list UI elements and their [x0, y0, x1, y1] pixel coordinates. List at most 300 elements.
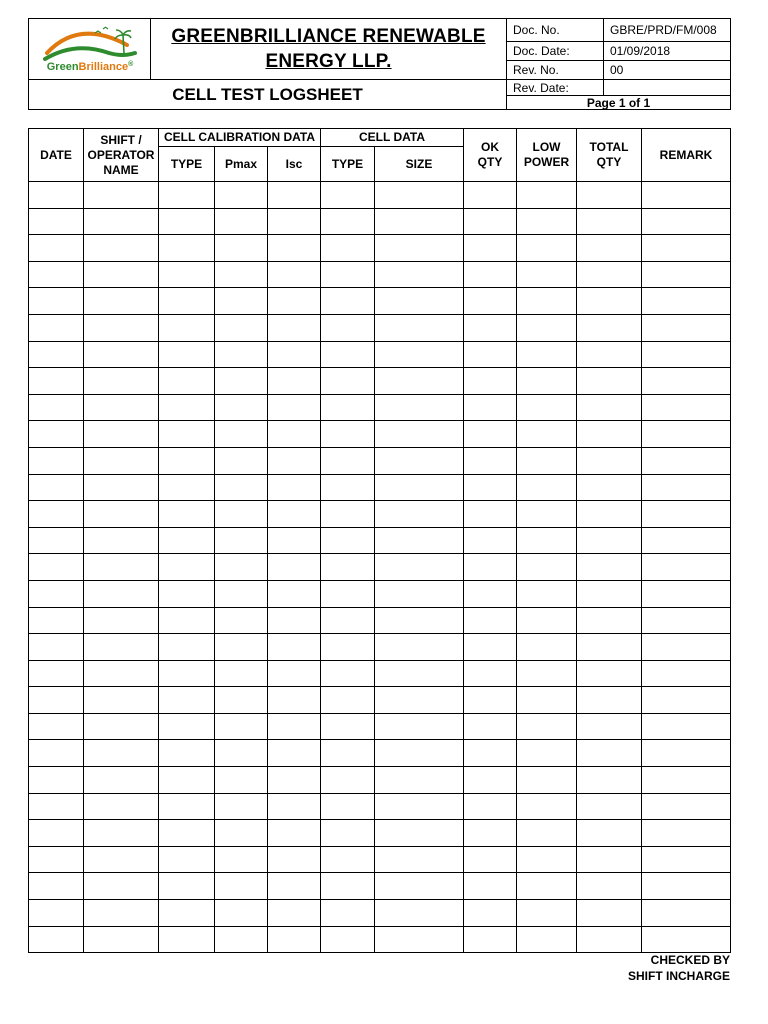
cell-total-qty[interactable]: [577, 793, 642, 820]
cell-calib-pmax[interactable]: [215, 341, 268, 368]
cell-cell-size[interactable]: [375, 660, 464, 687]
cell-cell-type[interactable]: [321, 288, 375, 315]
cell-date[interactable]: [29, 873, 84, 900]
cell-calib-type[interactable]: [159, 182, 215, 209]
cell-cell-type[interactable]: [321, 767, 375, 794]
cell-shift-operator[interactable]: [84, 554, 159, 581]
cell-remark[interactable]: [642, 527, 731, 554]
cell-calib-isc[interactable]: [268, 208, 321, 235]
cell-calib-type[interactable]: [159, 447, 215, 474]
cell-calib-type[interactable]: [159, 580, 215, 607]
cell-date[interactable]: [29, 394, 84, 421]
cell-date[interactable]: [29, 713, 84, 740]
cell-calib-isc[interactable]: [268, 846, 321, 873]
cell-shift-operator[interactable]: [84, 182, 159, 209]
cell-calib-pmax[interactable]: [215, 288, 268, 315]
cell-cell-size[interactable]: [375, 767, 464, 794]
cell-calib-isc[interactable]: [268, 580, 321, 607]
cell-calib-pmax[interactable]: [215, 314, 268, 341]
cell-shift-operator[interactable]: [84, 261, 159, 288]
cell-cell-size[interactable]: [375, 820, 464, 847]
cell-calib-type[interactable]: [159, 501, 215, 528]
cell-ok-qty[interactable]: [464, 687, 517, 714]
cell-date[interactable]: [29, 820, 84, 847]
cell-date[interactable]: [29, 182, 84, 209]
cell-date[interactable]: [29, 846, 84, 873]
cell-calib-isc[interactable]: [268, 793, 321, 820]
cell-calib-isc[interactable]: [268, 820, 321, 847]
cell-remark[interactable]: [642, 634, 731, 661]
cell-shift-operator[interactable]: [84, 926, 159, 953]
cell-low-power[interactable]: [517, 368, 577, 395]
cell-shift-operator[interactable]: [84, 288, 159, 315]
cell-cell-size[interactable]: [375, 208, 464, 235]
cell-total-qty[interactable]: [577, 368, 642, 395]
cell-remark[interactable]: [642, 182, 731, 209]
cell-calib-type[interactable]: [159, 900, 215, 927]
cell-low-power[interactable]: [517, 580, 577, 607]
cell-cell-size[interactable]: [375, 607, 464, 634]
cell-cell-size[interactable]: [375, 687, 464, 714]
cell-cell-size[interactable]: [375, 740, 464, 767]
cell-low-power[interactable]: [517, 713, 577, 740]
cell-date[interactable]: [29, 368, 84, 395]
cell-calib-isc[interactable]: [268, 767, 321, 794]
cell-total-qty[interactable]: [577, 527, 642, 554]
cell-calib-pmax[interactable]: [215, 687, 268, 714]
cell-calib-isc[interactable]: [268, 873, 321, 900]
cell-calib-isc[interactable]: [268, 687, 321, 714]
cell-calib-type[interactable]: [159, 926, 215, 953]
cell-calib-isc[interactable]: [268, 607, 321, 634]
cell-calib-pmax[interactable]: [215, 660, 268, 687]
cell-cell-type[interactable]: [321, 793, 375, 820]
cell-ok-qty[interactable]: [464, 394, 517, 421]
cell-shift-operator[interactable]: [84, 235, 159, 262]
cell-remark[interactable]: [642, 421, 731, 448]
cell-ok-qty[interactable]: [464, 235, 517, 262]
cell-date[interactable]: [29, 421, 84, 448]
cell-date[interactable]: [29, 261, 84, 288]
cell-total-qty[interactable]: [577, 926, 642, 953]
cell-ok-qty[interactable]: [464, 368, 517, 395]
cell-low-power[interactable]: [517, 182, 577, 209]
cell-calib-type[interactable]: [159, 341, 215, 368]
cell-calib-pmax[interactable]: [215, 713, 268, 740]
cell-remark[interactable]: [642, 873, 731, 900]
cell-calib-type[interactable]: [159, 846, 215, 873]
cell-date[interactable]: [29, 687, 84, 714]
cell-date[interactable]: [29, 740, 84, 767]
cell-total-qty[interactable]: [577, 182, 642, 209]
cell-date[interactable]: [29, 447, 84, 474]
cell-cell-size[interactable]: [375, 182, 464, 209]
cell-ok-qty[interactable]: [464, 554, 517, 581]
cell-calib-isc[interactable]: [268, 368, 321, 395]
cell-total-qty[interactable]: [577, 713, 642, 740]
cell-calib-isc[interactable]: [268, 740, 321, 767]
cell-cell-type[interactable]: [321, 314, 375, 341]
cell-total-qty[interactable]: [577, 341, 642, 368]
cell-total-qty[interactable]: [577, 501, 642, 528]
cell-total-qty[interactable]: [577, 900, 642, 927]
cell-shift-operator[interactable]: [84, 687, 159, 714]
cell-cell-type[interactable]: [321, 235, 375, 262]
cell-ok-qty[interactable]: [464, 341, 517, 368]
cell-remark[interactable]: [642, 208, 731, 235]
cell-total-qty[interactable]: [577, 421, 642, 448]
cell-low-power[interactable]: [517, 235, 577, 262]
cell-remark[interactable]: [642, 607, 731, 634]
cell-date[interactable]: [29, 288, 84, 315]
cell-low-power[interactable]: [517, 261, 577, 288]
cell-calib-isc[interactable]: [268, 527, 321, 554]
cell-calib-isc[interactable]: [268, 235, 321, 262]
cell-cell-size[interactable]: [375, 501, 464, 528]
cell-remark[interactable]: [642, 660, 731, 687]
cell-remark[interactable]: [642, 447, 731, 474]
cell-cell-size[interactable]: [375, 873, 464, 900]
cell-shift-operator[interactable]: [84, 740, 159, 767]
cell-shift-operator[interactable]: [84, 713, 159, 740]
cell-calib-type[interactable]: [159, 873, 215, 900]
cell-calib-type[interactable]: [159, 713, 215, 740]
cell-shift-operator[interactable]: [84, 580, 159, 607]
cell-shift-operator[interactable]: [84, 341, 159, 368]
cell-calib-isc[interactable]: [268, 341, 321, 368]
cell-calib-pmax[interactable]: [215, 554, 268, 581]
cell-calib-pmax[interactable]: [215, 900, 268, 927]
cell-cell-type[interactable]: [321, 820, 375, 847]
cell-low-power[interactable]: [517, 660, 577, 687]
cell-calib-type[interactable]: [159, 687, 215, 714]
cell-remark[interactable]: [642, 767, 731, 794]
cell-ok-qty[interactable]: [464, 873, 517, 900]
cell-remark[interactable]: [642, 793, 731, 820]
cell-low-power[interactable]: [517, 474, 577, 501]
cell-shift-operator[interactable]: [84, 314, 159, 341]
cell-ok-qty[interactable]: [464, 740, 517, 767]
cell-low-power[interactable]: [517, 447, 577, 474]
cell-calib-type[interactable]: [159, 394, 215, 421]
cell-calib-isc[interactable]: [268, 900, 321, 927]
cell-total-qty[interactable]: [577, 447, 642, 474]
cell-cell-type[interactable]: [321, 634, 375, 661]
cell-total-qty[interactable]: [577, 580, 642, 607]
cell-ok-qty[interactable]: [464, 501, 517, 528]
cell-cell-size[interactable]: [375, 288, 464, 315]
cell-ok-qty[interactable]: [464, 288, 517, 315]
cell-low-power[interactable]: [517, 554, 577, 581]
cell-cell-type[interactable]: [321, 527, 375, 554]
cell-calib-type[interactable]: [159, 793, 215, 820]
cell-shift-operator[interactable]: [84, 873, 159, 900]
cell-date[interactable]: [29, 527, 84, 554]
cell-date[interactable]: [29, 314, 84, 341]
cell-total-qty[interactable]: [577, 687, 642, 714]
cell-calib-type[interactable]: [159, 208, 215, 235]
cell-total-qty[interactable]: [577, 394, 642, 421]
cell-cell-type[interactable]: [321, 447, 375, 474]
cell-date[interactable]: [29, 607, 84, 634]
cell-cell-type[interactable]: [321, 740, 375, 767]
cell-cell-size[interactable]: [375, 421, 464, 448]
cell-calib-pmax[interactable]: [215, 740, 268, 767]
cell-ok-qty[interactable]: [464, 634, 517, 661]
cell-remark[interactable]: [642, 235, 731, 262]
cell-ok-qty[interactable]: [464, 580, 517, 607]
cell-ok-qty[interactable]: [464, 314, 517, 341]
cell-remark[interactable]: [642, 261, 731, 288]
cell-low-power[interactable]: [517, 208, 577, 235]
cell-low-power[interactable]: [517, 314, 577, 341]
cell-calib-pmax[interactable]: [215, 580, 268, 607]
cell-ok-qty[interactable]: [464, 660, 517, 687]
cell-calib-type[interactable]: [159, 527, 215, 554]
cell-total-qty[interactable]: [577, 554, 642, 581]
cell-low-power[interactable]: [517, 394, 577, 421]
cell-calib-type[interactable]: [159, 740, 215, 767]
cell-calib-isc[interactable]: [268, 314, 321, 341]
cell-ok-qty[interactable]: [464, 713, 517, 740]
cell-calib-pmax[interactable]: [215, 474, 268, 501]
cell-calib-pmax[interactable]: [215, 767, 268, 794]
cell-shift-operator[interactable]: [84, 527, 159, 554]
cell-cell-type[interactable]: [321, 580, 375, 607]
cell-ok-qty[interactable]: [464, 527, 517, 554]
cell-cell-size[interactable]: [375, 394, 464, 421]
cell-total-qty[interactable]: [577, 634, 642, 661]
cell-cell-type[interactable]: [321, 208, 375, 235]
cell-calib-type[interactable]: [159, 607, 215, 634]
cell-shift-operator[interactable]: [84, 660, 159, 687]
cell-calib-isc[interactable]: [268, 554, 321, 581]
cell-total-qty[interactable]: [577, 288, 642, 315]
cell-ok-qty[interactable]: [464, 767, 517, 794]
cell-cell-size[interactable]: [375, 235, 464, 262]
cell-low-power[interactable]: [517, 926, 577, 953]
cell-cell-type[interactable]: [321, 474, 375, 501]
cell-total-qty[interactable]: [577, 474, 642, 501]
cell-calib-isc[interactable]: [268, 474, 321, 501]
cell-ok-qty[interactable]: [464, 793, 517, 820]
cell-total-qty[interactable]: [577, 846, 642, 873]
cell-remark[interactable]: [642, 740, 731, 767]
cell-remark[interactable]: [642, 713, 731, 740]
cell-shift-operator[interactable]: [84, 846, 159, 873]
cell-date[interactable]: [29, 208, 84, 235]
cell-total-qty[interactable]: [577, 235, 642, 262]
cell-calib-isc[interactable]: [268, 182, 321, 209]
cell-cell-type[interactable]: [321, 846, 375, 873]
cell-date[interactable]: [29, 900, 84, 927]
cell-date[interactable]: [29, 501, 84, 528]
cell-cell-type[interactable]: [321, 660, 375, 687]
cell-date[interactable]: [29, 634, 84, 661]
cell-cell-type[interactable]: [321, 554, 375, 581]
cell-calib-pmax[interactable]: [215, 926, 268, 953]
cell-calib-isc[interactable]: [268, 288, 321, 315]
cell-shift-operator[interactable]: [84, 634, 159, 661]
cell-calib-type[interactable]: [159, 554, 215, 581]
cell-shift-operator[interactable]: [84, 368, 159, 395]
cell-cell-type[interactable]: [321, 713, 375, 740]
cell-calib-type[interactable]: [159, 634, 215, 661]
cell-ok-qty[interactable]: [464, 182, 517, 209]
cell-date[interactable]: [29, 660, 84, 687]
cell-calib-isc[interactable]: [268, 447, 321, 474]
cell-total-qty[interactable]: [577, 820, 642, 847]
cell-date[interactable]: [29, 235, 84, 262]
cell-cell-size[interactable]: [375, 261, 464, 288]
cell-total-qty[interactable]: [577, 208, 642, 235]
cell-cell-type[interactable]: [321, 501, 375, 528]
cell-remark[interactable]: [642, 501, 731, 528]
cell-ok-qty[interactable]: [464, 607, 517, 634]
cell-calib-pmax[interactable]: [215, 208, 268, 235]
cell-date[interactable]: [29, 767, 84, 794]
cell-shift-operator[interactable]: [84, 820, 159, 847]
cell-ok-qty[interactable]: [464, 447, 517, 474]
cell-total-qty[interactable]: [577, 740, 642, 767]
cell-ok-qty[interactable]: [464, 474, 517, 501]
cell-calib-pmax[interactable]: [215, 793, 268, 820]
cell-date[interactable]: [29, 580, 84, 607]
cell-calib-pmax[interactable]: [215, 368, 268, 395]
cell-total-qty[interactable]: [577, 660, 642, 687]
cell-calib-pmax[interactable]: [215, 501, 268, 528]
cell-calib-type[interactable]: [159, 288, 215, 315]
cell-cell-size[interactable]: [375, 368, 464, 395]
cell-cell-type[interactable]: [321, 394, 375, 421]
cell-remark[interactable]: [642, 687, 731, 714]
cell-total-qty[interactable]: [577, 873, 642, 900]
cell-remark[interactable]: [642, 846, 731, 873]
cell-calib-pmax[interactable]: [215, 182, 268, 209]
cell-total-qty[interactable]: [577, 261, 642, 288]
cell-calib-pmax[interactable]: [215, 846, 268, 873]
cell-cell-size[interactable]: [375, 793, 464, 820]
cell-ok-qty[interactable]: [464, 926, 517, 953]
cell-low-power[interactable]: [517, 527, 577, 554]
cell-calib-pmax[interactable]: [215, 527, 268, 554]
cell-low-power[interactable]: [517, 341, 577, 368]
cell-cell-size[interactable]: [375, 634, 464, 661]
cell-calib-type[interactable]: [159, 820, 215, 847]
cell-cell-size[interactable]: [375, 846, 464, 873]
cell-calib-isc[interactable]: [268, 261, 321, 288]
cell-shift-operator[interactable]: [84, 501, 159, 528]
cell-date[interactable]: [29, 926, 84, 953]
cell-low-power[interactable]: [517, 873, 577, 900]
cell-calib-pmax[interactable]: [215, 421, 268, 448]
cell-cell-size[interactable]: [375, 713, 464, 740]
cell-calib-pmax[interactable]: [215, 261, 268, 288]
cell-calib-isc[interactable]: [268, 660, 321, 687]
cell-date[interactable]: [29, 793, 84, 820]
cell-ok-qty[interactable]: [464, 208, 517, 235]
cell-cell-type[interactable]: [321, 900, 375, 927]
cell-shift-operator[interactable]: [84, 607, 159, 634]
cell-total-qty[interactable]: [577, 607, 642, 634]
cell-remark[interactable]: [642, 926, 731, 953]
cell-calib-isc[interactable]: [268, 634, 321, 661]
cell-cell-type[interactable]: [321, 421, 375, 448]
cell-low-power[interactable]: [517, 288, 577, 315]
cell-total-qty[interactable]: [577, 314, 642, 341]
cell-date[interactable]: [29, 554, 84, 581]
cell-low-power[interactable]: [517, 687, 577, 714]
cell-ok-qty[interactable]: [464, 820, 517, 847]
cell-ok-qty[interactable]: [464, 261, 517, 288]
cell-calib-pmax[interactable]: [215, 873, 268, 900]
cell-low-power[interactable]: [517, 793, 577, 820]
cell-date[interactable]: [29, 474, 84, 501]
cell-shift-operator[interactable]: [84, 421, 159, 448]
cell-calib-type[interactable]: [159, 474, 215, 501]
cell-cell-size[interactable]: [375, 314, 464, 341]
cell-remark[interactable]: [642, 554, 731, 581]
cell-remark[interactable]: [642, 580, 731, 607]
cell-shift-operator[interactable]: [84, 474, 159, 501]
cell-cell-size[interactable]: [375, 926, 464, 953]
cell-shift-operator[interactable]: [84, 900, 159, 927]
cell-calib-isc[interactable]: [268, 926, 321, 953]
cell-remark[interactable]: [642, 314, 731, 341]
cell-cell-type[interactable]: [321, 182, 375, 209]
cell-calib-pmax[interactable]: [215, 447, 268, 474]
cell-calib-type[interactable]: [159, 235, 215, 262]
cell-calib-type[interactable]: [159, 368, 215, 395]
cell-calib-pmax[interactable]: [215, 394, 268, 421]
cell-cell-type[interactable]: [321, 341, 375, 368]
cell-calib-type[interactable]: [159, 421, 215, 448]
cell-cell-size[interactable]: [375, 341, 464, 368]
cell-cell-size[interactable]: [375, 527, 464, 554]
cell-cell-size[interactable]: [375, 554, 464, 581]
cell-calib-pmax[interactable]: [215, 820, 268, 847]
cell-cell-type[interactable]: [321, 261, 375, 288]
cell-calib-isc[interactable]: [268, 421, 321, 448]
cell-ok-qty[interactable]: [464, 900, 517, 927]
cell-low-power[interactable]: [517, 634, 577, 661]
cell-low-power[interactable]: [517, 501, 577, 528]
cell-calib-type[interactable]: [159, 261, 215, 288]
cell-low-power[interactable]: [517, 767, 577, 794]
cell-shift-operator[interactable]: [84, 793, 159, 820]
cell-low-power[interactable]: [517, 820, 577, 847]
cell-remark[interactable]: [642, 474, 731, 501]
cell-cell-size[interactable]: [375, 900, 464, 927]
cell-cell-size[interactable]: [375, 474, 464, 501]
cell-ok-qty[interactable]: [464, 421, 517, 448]
cell-remark[interactable]: [642, 820, 731, 847]
cell-date[interactable]: [29, 341, 84, 368]
cell-cell-type[interactable]: [321, 368, 375, 395]
cell-remark[interactable]: [642, 341, 731, 368]
cell-remark[interactable]: [642, 368, 731, 395]
cell-low-power[interactable]: [517, 607, 577, 634]
cell-ok-qty[interactable]: [464, 846, 517, 873]
cell-shift-operator[interactable]: [84, 394, 159, 421]
cell-calib-pmax[interactable]: [215, 235, 268, 262]
cell-cell-type[interactable]: [321, 607, 375, 634]
cell-shift-operator[interactable]: [84, 767, 159, 794]
cell-low-power[interactable]: [517, 846, 577, 873]
cell-remark[interactable]: [642, 394, 731, 421]
cell-low-power[interactable]: [517, 900, 577, 927]
cell-calib-isc[interactable]: [268, 501, 321, 528]
